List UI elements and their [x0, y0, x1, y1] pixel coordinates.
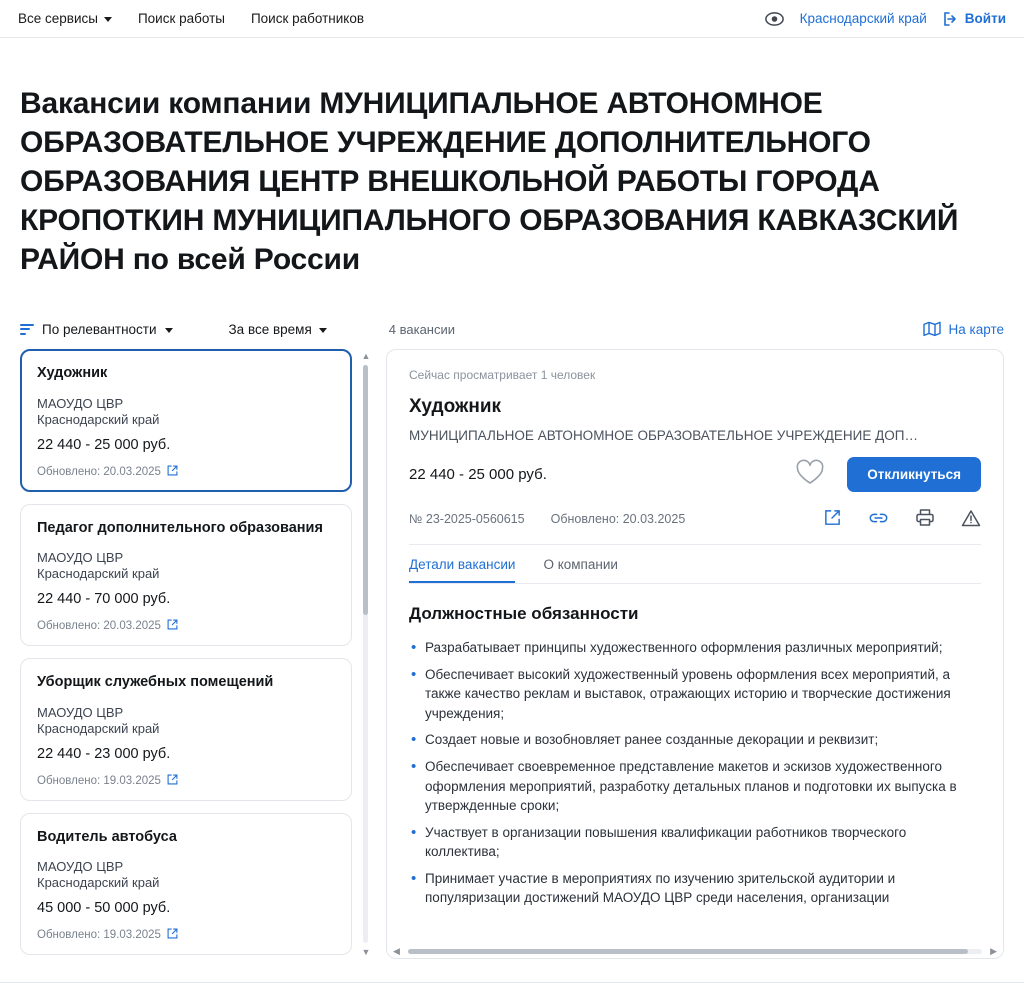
results-content — [0, 349, 1024, 959]
vacancy-updated: Обновлено: 19.03.2025 — [37, 774, 161, 787]
nav-item-job-search[interactable]: Поиск работы — [137, 11, 225, 26]
external-link-icon[interactable] — [167, 928, 178, 942]
vacancy-card-2[interactable] — [20, 658, 352, 801]
external-link-icon[interactable] — [167, 465, 178, 479]
vacancy-updated: Обновлено: 20.03.2025 — [37, 620, 161, 633]
all-services-menu[interactable] — [18, 11, 112, 26]
scroll-down-arrow-icon[interactable]: ▼ — [361, 947, 371, 958]
vacancy-salary: 22 440 - 23 000 руб. — [37, 745, 171, 762]
vacancy-list-column — [20, 349, 372, 959]
map-view-button[interactable] — [923, 321, 1004, 337]
period-dropdown[interactable] — [229, 322, 327, 337]
vacancy-org: МАОУДО ЦВР — [37, 704, 124, 720]
detail-meta-row — [409, 508, 981, 545]
report-warning-icon[interactable] — [961, 509, 981, 530]
eye-icon[interactable] — [765, 12, 784, 26]
duty-item: • Принимает участие в мероприятиях по изучению зрительской аудитории и популяризации достижений МАОУДО ЦВР среди населения, организации — [409, 869, 981, 908]
vacancy-list-scrollbar[interactable] — [360, 349, 372, 959]
vacancy-org: МАОУДО ЦВР — [37, 395, 124, 411]
vacancy-region: Краснодарский край — [37, 875, 160, 891]
region-selector[interactable]: Краснодарский край — [799, 11, 927, 26]
vacancy-number: № 23-2025-0560615 — [409, 512, 525, 527]
login-arrow-icon — [943, 12, 959, 26]
apply-button[interactable]: Откликнуться — [847, 457, 981, 492]
detail-organization: МУНИЦИПАЛЬНОЕ АВТОНОМНОЕ ОБРАЗОВАТЕЛЬНОЕ УЧРЕЖДЕНИЕ ДОП… — [409, 428, 918, 444]
all-services-label: Все сервисы — [18, 11, 98, 26]
vacancy-region: Краснодарский край — [37, 720, 160, 736]
login-label: Войти — [964, 11, 1006, 26]
detail-salary-row — [409, 457, 981, 492]
detail-updated: Обновлено: 20.03.2025 — [550, 512, 686, 527]
vacancy-updated: Обновлено: 20.03.2025 — [37, 465, 161, 478]
vacancy-title: Педагог дополнительного образования — [37, 519, 323, 536]
tab-about-company[interactable]: О компании — [543, 557, 618, 573]
results-toolbar — [0, 303, 1024, 349]
vacancy-org: МАОУДО ЦВР — [37, 859, 124, 875]
duty-item: • Разрабатывает принципы художественного оформления различных мероприятий; — [409, 638, 981, 658]
vacancy-salary: 22 440 - 25 000 руб. — [37, 436, 171, 453]
open-external-icon[interactable] — [823, 508, 842, 530]
vacancy-card-1[interactable] — [20, 504, 352, 647]
vacancy-card-0[interactable] — [20, 349, 352, 492]
chevron-down-icon — [104, 17, 112, 22]
tab-vacancy-details[interactable]: Детали вакансии — [409, 557, 515, 583]
detail-meta-icons — [823, 508, 981, 530]
current-viewers: Сейчас просматривает 1 человек — [409, 368, 596, 383]
scroll-left-arrow-icon[interactable]: ◀ — [393, 945, 400, 956]
vacancy-title: Художник — [37, 365, 108, 382]
nav-item-worker-search[interactable]: Поиск работников — [250, 11, 365, 26]
detail-actions — [795, 457, 981, 492]
vacancy-detail-panel — [386, 349, 1004, 959]
external-link-icon[interactable] — [167, 619, 178, 633]
sort-icon — [20, 324, 34, 335]
hscrollbar-thumb[interactable] — [408, 949, 968, 954]
vacancy-region: Краснодарский край — [37, 566, 160, 582]
vacancy-title: Уборщик служебных помещений — [37, 674, 274, 691]
period-label: За все время — [228, 321, 312, 337]
chevron-down-icon — [165, 328, 173, 333]
vacancy-region: Краснодарский край — [37, 411, 160, 427]
vacancy-salary: 22 440 - 70 000 руб. — [37, 591, 171, 608]
page-title: Вакансии компании МУНИЦИПАЛЬНОЕ АВТОНОМНОЕ ОБРАЗОВАТЕЛЬНОЕ УЧРЕЖДЕНИЕ ДОПОЛНИТЕЛЬНОГО ОБРАЗОВАНИЯ ЦЕНТР ВНЕШКОЛЬНОЙ РАБОТЫ ГОРОДА КРОПОТКИН МУНИЦИПАЛЬНОГО ОБРАЗОВАНИЯ КАВКАЗСКИЙ РАЙОН по всей России — [20, 87, 959, 277]
detail-salary: 22 440 - 25 000 руб. — [409, 466, 547, 484]
vacancy-detail-inner — [387, 350, 1003, 908]
top-nav-left — [18, 11, 364, 26]
scrollbar-thumb[interactable] — [363, 365, 368, 615]
scroll-right-arrow-icon[interactable]: ▶ — [990, 945, 997, 956]
vacancy-updated-row — [37, 619, 335, 633]
login-button[interactable] — [943, 11, 1006, 26]
vacancy-updated-row — [37, 774, 335, 788]
hscrollbar-track[interactable] — [408, 949, 982, 954]
duty-item: • Обеспечивает своевременное представление макетов и эскизов художественного оформления мероприятий, разработку детальных планов и подготовки их выпуска в утвержденные сроки; — [409, 757, 981, 816]
top-nav-right — [765, 11, 1006, 26]
external-link-icon[interactable] — [167, 774, 178, 788]
results-count: 4 вакансии — [388, 321, 456, 337]
detail-title: Художник — [409, 396, 502, 418]
vacancy-org: МАОУДО ЦВР — [37, 550, 124, 566]
duty-item: • Обеспечивает высокий художественный уровень оформления всех мероприятий, а также качество реклам и выставок, отражающих историю и творческие достижения учреждения; — [409, 665, 981, 724]
print-icon[interactable] — [915, 508, 935, 530]
vacancy-salary: 45 000 - 50 000 руб. — [37, 900, 171, 917]
favorite-heart-icon[interactable] — [795, 459, 825, 491]
duty-item: • Участвует в организации повышения квалификации работников творческого коллектива; — [409, 823, 981, 862]
duty-item: • Создает новые и возобновляет ранее созданные декорации и реквизит; — [409, 730, 981, 750]
sort-dropdown[interactable] — [20, 322, 173, 337]
detail-horizontal-scrollbar[interactable] — [387, 944, 1003, 958]
vacancy-updated-row — [37, 928, 335, 942]
vacancy-card-3[interactable] — [20, 813, 352, 956]
map-icon — [923, 321, 941, 337]
detail-tabs — [409, 557, 981, 584]
sort-label: По релевантности — [42, 321, 157, 337]
vacancy-updated-row — [37, 465, 335, 479]
duties-list — [409, 638, 981, 908]
duties-section-title: Должностные обязанности — [409, 604, 639, 624]
vacancy-title: Водитель автобуса — [37, 828, 177, 845]
scroll-up-arrow-icon[interactable]: ▲ — [361, 351, 371, 362]
chevron-down-icon — [319, 328, 327, 333]
vacancy-list — [20, 349, 372, 958]
vacancy-updated: Обновлено: 19.03.2025 — [37, 929, 161, 942]
copy-link-icon[interactable] — [868, 511, 889, 528]
map-label: На карте — [948, 321, 1004, 337]
top-navigation-bar — [0, 0, 1024, 38]
